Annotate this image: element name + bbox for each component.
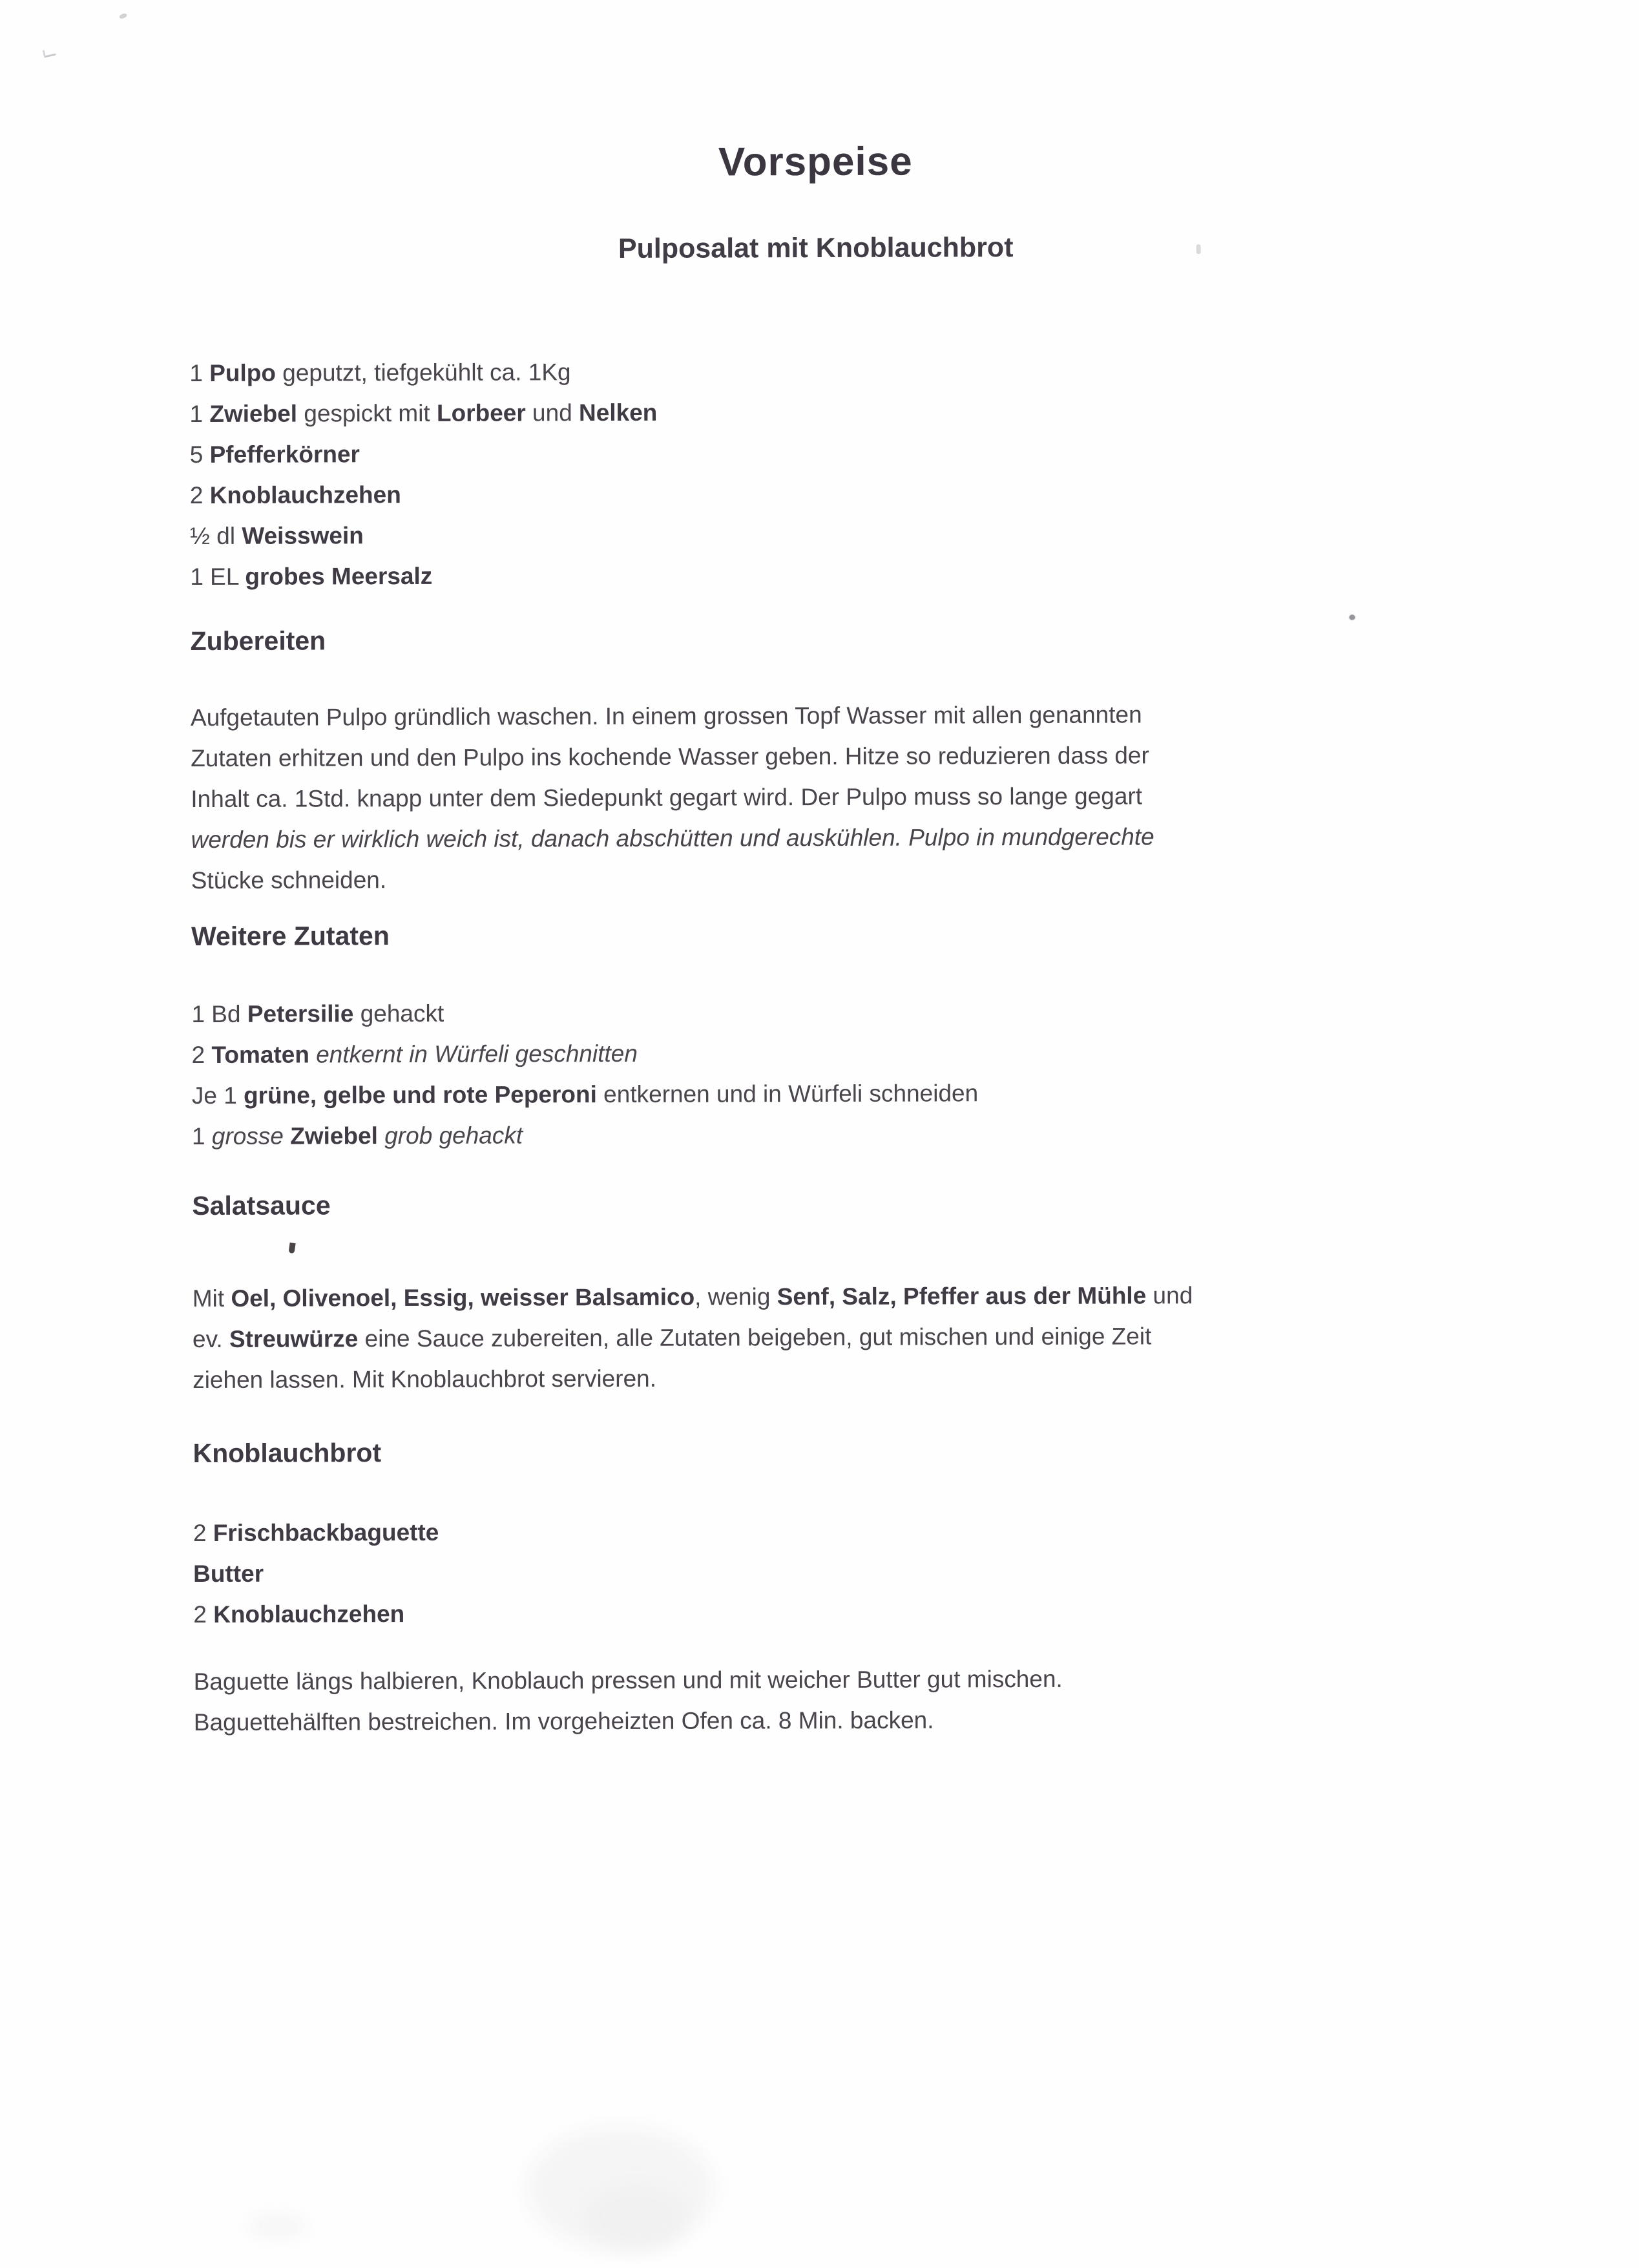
text-segment: Frischbackbaguette [213, 1518, 439, 1546]
document-blocks [189, 349, 1447, 1743]
zubereiten-paragraph [191, 693, 1445, 901]
text-segment: 5 [189, 441, 210, 468]
text-segment: Weisswein [242, 522, 364, 549]
text-segment: ziehen lassen. Mit Knoblauchbrot servieren. [193, 1365, 657, 1394]
text-line [193, 1509, 1446, 1553]
text-segment: gehackt [353, 1000, 444, 1027]
knoblauchbrot-ingredients [193, 1509, 1447, 1635]
text-segment: 2 [193, 1519, 213, 1547]
text-segment: entkernt in Würfeli geschnitten [309, 1040, 638, 1068]
page-title: Vorspeise [718, 139, 913, 185]
text-segment: Zwiebel [290, 1122, 378, 1150]
text-line [193, 1315, 1446, 1360]
salatsauce-paragraph [193, 1274, 1446, 1400]
text-segment: Streuwürze [229, 1325, 359, 1352]
text-line [193, 1590, 1446, 1635]
text-line [191, 775, 1444, 819]
text-segment: entkernen und in Würfeli schneiden [596, 1080, 979, 1108]
text-segment: Zutaten erhitzen und den Pulpo ins kochende Wasser geben. Hitze so reduzieren dass der [191, 742, 1149, 772]
text-line [191, 734, 1444, 779]
text-segment: 2 [189, 481, 210, 509]
text-segment: grob gehackt [377, 1122, 523, 1150]
text-segment: 1 EL [190, 563, 245, 591]
text-segment: grüne, gelbe und rote Peperoni [243, 1081, 597, 1109]
text-line [190, 552, 1443, 597]
text-line [191, 856, 1445, 901]
scan-smudge [249, 2218, 307, 2235]
text-line [189, 390, 1443, 434]
text-segment: Inhalt ca. 1Std. knapp unter dem Siedepunkt gegart wird. Der Pulpo muss so lange gegart [191, 782, 1143, 813]
main-ingredients [189, 349, 1443, 597]
text-segment: Zwiebel [209, 400, 298, 427]
text-line [194, 1657, 1447, 1702]
text-segment: Aufgetauten Pulpo gründlich waschen. In einem grossen Topf Wasser mit allen genannten [190, 701, 1142, 731]
text-segment: Lorbeer [436, 399, 526, 426]
text-segment: Nelken [578, 399, 658, 426]
text-segment: 2 [193, 1601, 214, 1628]
text-segment: ev. [192, 1325, 229, 1353]
text-segment: geputzt, tiefgekühlt ca. 1Kg [275, 359, 571, 386]
text-line [190, 471, 1443, 516]
recipe-subtitle: Pulposalat mit Knoblauchbrot [618, 232, 1014, 264]
text-segment: werden bis er wirklich weich ist, danach abschütten und auskühlen. Pulpo in mundgerechte [191, 823, 1154, 854]
knoblauchbrot-paragraph [194, 1657, 1447, 1743]
text-line [190, 430, 1443, 475]
text-segment: eine Sauce zubereiten, alle Zutaten beigeben, gut mischen und einige Zeit [358, 1323, 1152, 1352]
weitere-zutaten-ingredients [191, 990, 1445, 1157]
text-segment: Knoblauchzehen [213, 1601, 405, 1628]
text-line [192, 1071, 1445, 1116]
text-segment: 1 [189, 359, 210, 387]
text-segment: Petersilie [247, 1000, 354, 1027]
text-segment: und [525, 399, 579, 426]
text-line [193, 1274, 1446, 1319]
text-segment: 1 [189, 400, 210, 428]
text-segment: Baguettehälften bestreichen. Im vorgeheizten Ofen ca. 8 Min. backen. [193, 1706, 934, 1736]
text-segment: Pfefferkörner [209, 441, 360, 468]
text-segment: grobes Meersalz [245, 562, 433, 590]
text-segment: 1 Bd [191, 1000, 247, 1028]
text-segment: grosse [211, 1122, 291, 1150]
text-segment: Stücke schneiden. [191, 866, 387, 894]
text-line [192, 1031, 1445, 1075]
text-line [193, 1549, 1446, 1594]
text-segment: Pulpo [209, 359, 276, 386]
scan-smudge [585, 2185, 688, 2250]
section-heading: Zubereiten [190, 625, 326, 656]
text-segment: Oel, Olivenoel, Essig, weisser Balsamico [231, 1283, 695, 1312]
text-line [190, 512, 1443, 556]
text-segment: und [1146, 1282, 1193, 1309]
text-segment: Je 1 [191, 1082, 244, 1109]
text-segment: Knoblauchzehen [209, 481, 401, 509]
text-line [191, 693, 1444, 738]
text-segment: Baguette längs halbieren, Knoblauch pressen und mit weicher Butter gut mischen. [193, 1665, 1063, 1696]
section-heading: Knoblauchbrot [193, 1438, 382, 1469]
text-segment: 1 [191, 1122, 212, 1150]
text-line [191, 990, 1445, 1034]
text-line [191, 815, 1444, 860]
text-line [192, 1112, 1445, 1157]
text-segment: , wenig [694, 1283, 777, 1310]
scan-smudge [527, 2126, 715, 2250]
text-segment: Tomaten [211, 1041, 309, 1068]
text-segment: ½ dl [190, 522, 242, 550]
section-heading: Weitere Zutaten [191, 921, 390, 952]
text-line [194, 1698, 1447, 1743]
text-segment: Butter [193, 1560, 264, 1588]
text-segment: gespickt mit [297, 399, 437, 427]
text-segment: 2 [191, 1041, 212, 1069]
text-segment: Mit [192, 1285, 231, 1312]
text-segment: Senf, Salz, Pfeffer aus der Mühle [777, 1282, 1147, 1310]
section-heading: Salatsauce [192, 1190, 331, 1221]
text-line [189, 349, 1443, 394]
text-line [193, 1356, 1446, 1400]
